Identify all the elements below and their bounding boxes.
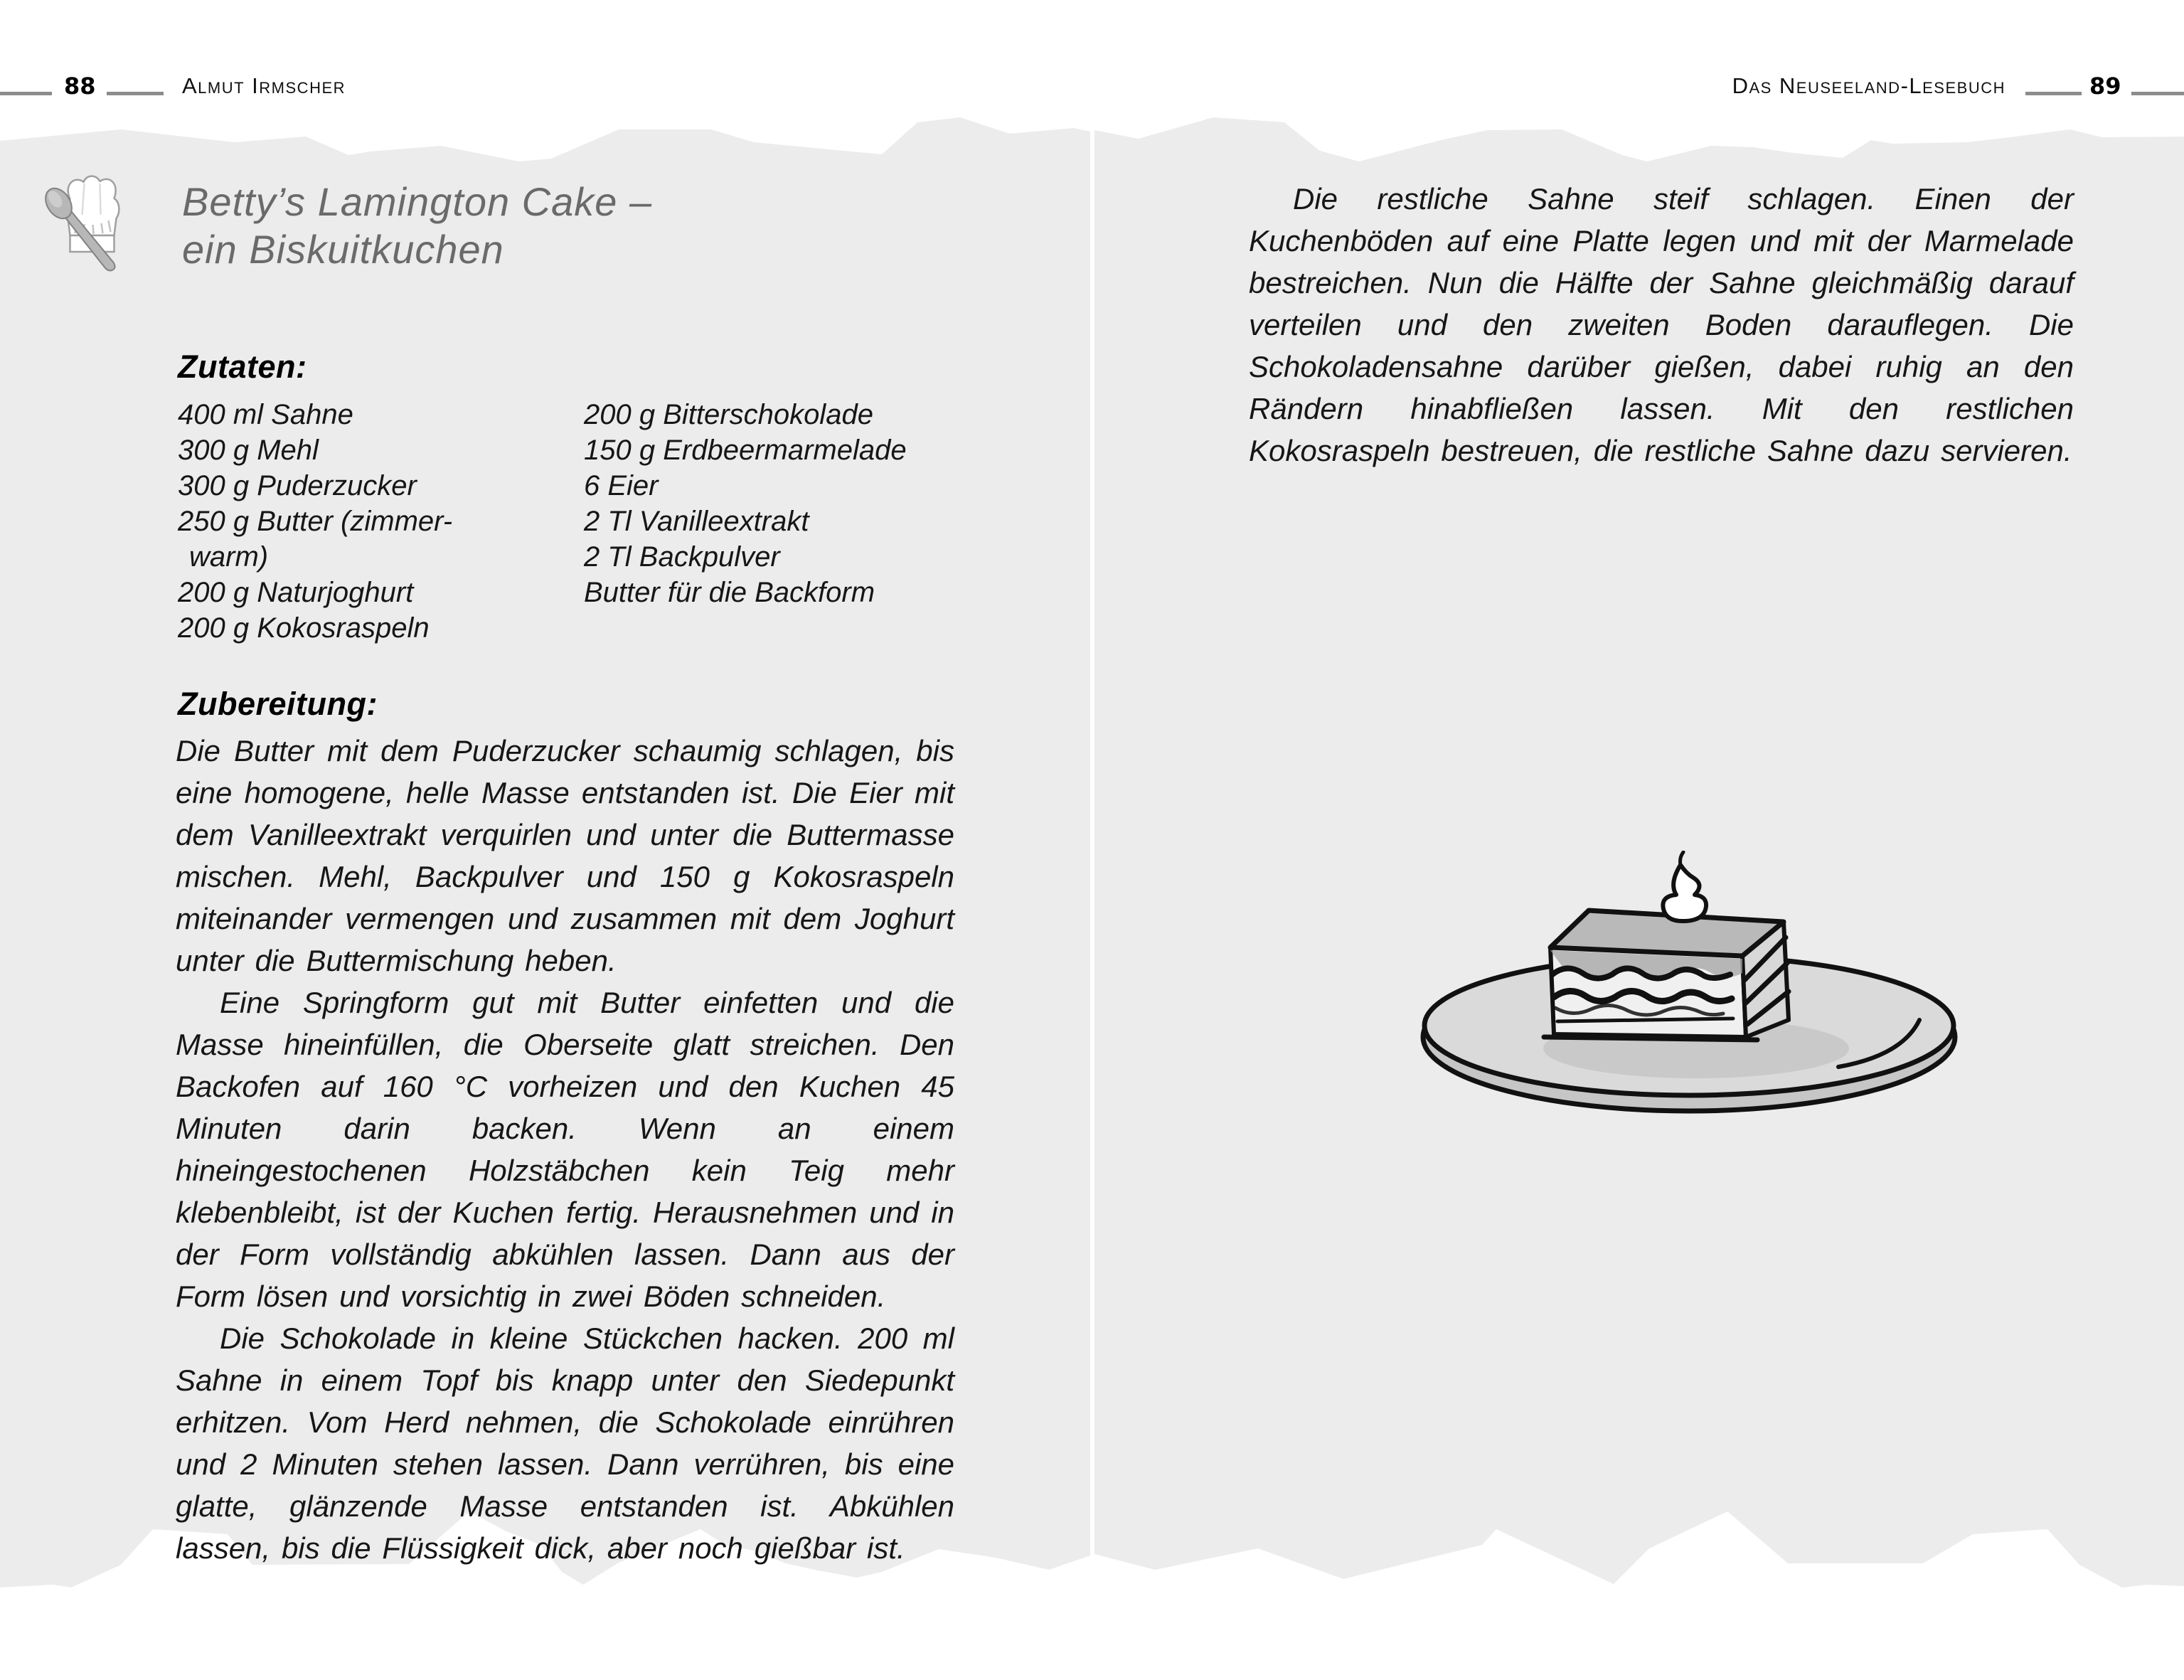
ingredient-item: 300 g Puderzucker — [178, 470, 417, 501]
header-rule — [0, 92, 52, 95]
ingredients-column-1 — [178, 397, 452, 646]
preparation-heading: Zubereitung: — [178, 686, 378, 722]
chef-hat-spoon-icon — [43, 174, 139, 273]
ingredient-item: 2 Tl Vanilleextrakt — [584, 506, 809, 537]
header-rule — [2131, 92, 2184, 95]
continuation-text — [1249, 178, 2074, 472]
preparation-paragraph: Eine Springform gut mit Butter einfetten und die Masse hineinfüllen, die Oberseite glatt streichen. Den Backofen auf 160 °C vorheizen und den Kuchen 45 Minuten darin backen. Wenn an einem hineingestochenen Holzstäbchen kein Teig mehr klebenbleibt, ist der Kuchen fertig. Herausnehmen und in der Form vollständig abkühlen lassen. Dann aus der Form lösen und vorsichtig in zwei Böden schneiden. — [176, 986, 954, 1313]
ingredient-item: 250 g Butter (zimmer- — [178, 506, 453, 537]
header-rule — [107, 92, 164, 95]
preparation-paragraph: Die Schokolade in kleine Stückchen hacken. 200 ml Sahne in einem Topf bis knapp unter den Siedepunkt erhitzen. Vom Herd nehmen, die Schokolade einrühren und 2 Minuten stehen lassen. Dann verrühren, bis eine glatte, glänzende Masse entstanden ist. Abkühlen lassen, bis die Flüssigkeit dick, aber noch gießbar ist. — [176, 1322, 954, 1565]
ingredient-item: Butter für die Backform — [584, 577, 875, 608]
ingredient-item: 200 g Bitterschokolade — [584, 399, 873, 430]
page-number-left: 88 — [64, 73, 96, 100]
ingredients-column-2 — [584, 397, 907, 610]
recipe-title-line1: Betty’s Lamington Cake – — [182, 179, 653, 224]
preparation-paragraph: Die Butter mit dem Puderzucker schaumig schlagen, bis eine homogene, helle Masse entstanden ist. Die Eier mit dem Vanilleextrakt verquirlen und unter die Buttermasse mischen. Mehl, Backpulver und 150 g Kokosraspeln miteinander vermengen und zusammen mit dem Joghurt unter die Buttermischung heben. — [176, 734, 954, 977]
page-number-right: 89 — [2089, 73, 2121, 100]
preparation-text — [176, 730, 954, 1569]
header-rule — [2025, 92, 2082, 95]
ingredient-item: 200 g Naturjoghurt — [178, 577, 414, 608]
ingredient-item: 150 g Erdbeermarmelade — [584, 435, 907, 466]
cake-on-plate-illustration — [1412, 851, 2002, 1135]
running-title-right: Das Neuseeland-Lesebuch — [1732, 73, 2005, 98]
ingredient-item: 400 ml Sahne — [178, 399, 353, 430]
ingredient-item: 300 g Mehl — [178, 435, 319, 466]
ingredients-heading: Zutaten: — [178, 349, 307, 385]
ingredient-item: 6 Eier — [584, 470, 659, 501]
recipe-title — [182, 178, 652, 273]
ingredient-item: 200 g Kokosraspeln — [178, 612, 430, 644]
ingredient-item: 2 Tl Backpulver — [584, 541, 780, 573]
running-title-left: Almut Irmscher — [182, 73, 346, 98]
continuation-paragraph: Die restliche Sahne steif schlagen. Einen der Kuchenböden auf eine Platte legen und mit der Marmelade bestreichen. Nun die Hälfte der Sahne gleichmäßig darauf verteilen und den zweiten Boden darauflegen. Die Schokoladensahne darüber gießen, dabei ruhig an den Rändern hinabfließen lassen. Mit den restlichen Kokosraspeln bestreuen, die restliche Sahne dazu servieren. — [1249, 182, 2074, 467]
ingredient-item-continuation: warm) — [189, 541, 269, 573]
recipe-title-line2: ein Biskuitkuchen — [182, 227, 504, 272]
